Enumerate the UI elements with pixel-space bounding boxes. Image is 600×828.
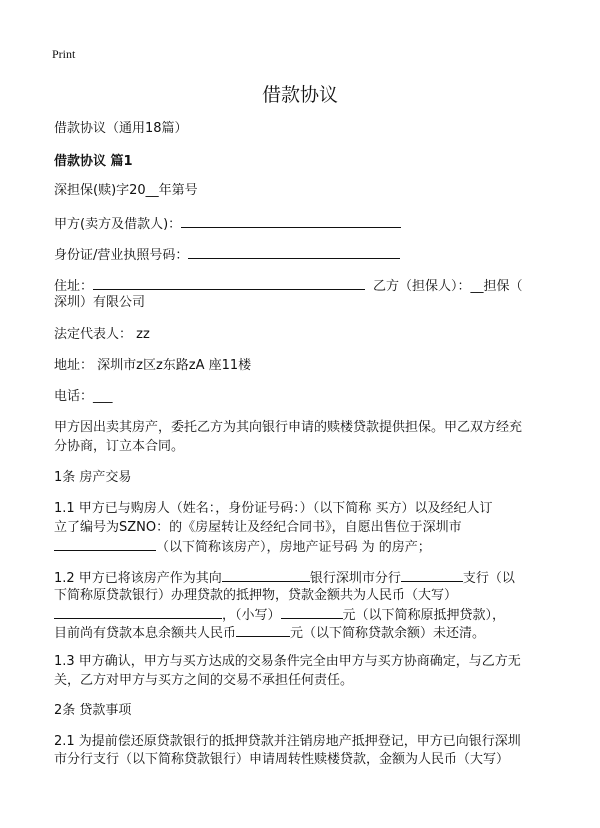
print-link[interactable]: Print [52,47,76,61]
clause-1-2-text-c: 支行（以 [462,571,515,586]
document-title: 借款协议 [261,84,338,106]
clause-2-1-line-2: 市分行支行（以下简称贷款银行）申请周转性赎楼贷款，金额为人民币（大写） [54,752,510,767]
clause-1-1-line-1: 1.1 甲方已与购房人（姓名：，身份证号码：）（以下简称 买方）以及经纪人订 [54,501,493,516]
party-a-line [54,213,554,235]
clause-1-2-text-f: 目前尚有贷款本息余额共人民币 [54,626,237,641]
clause-1-3-line-2: 关，乙方对甲方与买方之间的交易不承担任何责任。 [54,673,354,688]
clause-1-2-text-e: 元（以下简称原抵押贷款）， [342,608,506,623]
party-b-continuation: 深圳）有限公司 [54,295,146,310]
article-2-title: 2条 贷款事项 [54,703,132,718]
intro-line-1: 甲方因出卖其房产，委托乙方为其向银行申请的赎楼贷款提供担保。甲乙双方经充 [54,420,523,435]
id-blank [188,244,400,259]
clause-1-1-line-3-text: （以下简称该房产），房地产证号码 为 的房产； [156,540,431,555]
phone-line: 电话：___ [54,389,113,404]
clause-1-2-text-d: ，（小写） [222,608,281,623]
amount-lower-blank [281,604,343,619]
clause-1-1-line-2: 立了编号为SZNO：的《房屋转让及经纪合同书》，自愿出售位于深圳市 [54,520,462,535]
party-b-address: 地址： 深圳市z区z东路zA 座11楼 [54,358,252,373]
branch-blank [401,567,463,582]
clause-2-1-line-1: 2.1 为提前偿还原贷款银行的抵押贷款并注销房地产抵押登记，甲方已向银行深圳 [54,734,521,749]
section-heading: 借款协议 篇1 [54,154,133,169]
party-b-label: 乙方（担保人）：__担保（ [373,279,523,294]
address-blank [93,275,365,290]
clause-1-2-text-g: 元（以下简称贷款余额）未还清。 [290,626,486,641]
intro-line-2: 分协商，订立本合同。 [54,439,185,454]
property-location-blank [54,536,156,551]
article-1-title: 1条 房产交易 [54,470,132,485]
party-a-blank [181,213,401,228]
contract-number: 深担保(赎)字20__年第号 [54,183,198,198]
amount-upper-blank [54,604,222,619]
clause-1-2-text-b: 银行深圳市分行 [309,571,401,586]
clause-1-2-line-2: 下简称原贷款银行）办理贷款的抵押物，贷款金额共为人民币（大写） [54,588,458,603]
clause-1-1-line-3 [54,536,554,558]
party-a-label: 甲方(卖方及借款人)： [54,217,182,232]
address-label: 住址： [54,279,94,294]
clause-1-3-line-1: 1.3 甲方确认，甲方与买方达成的交易条件完全由甲方与买方协商确定，与乙方无 [54,654,521,669]
clause-1-2-text-a: 1.2 甲方已将该房产作为其向 [54,571,222,586]
id-number-line [54,244,554,266]
legal-representative: 法定代表人： zz [54,327,150,342]
clause-1-2-line-4 [54,622,554,644]
bank-name-blank [222,567,310,582]
document-subtitle: 借款协议（通用18篇） [54,121,188,136]
id-label: 身份证/营业执照号码： [54,248,189,263]
balance-blank [236,622,290,637]
